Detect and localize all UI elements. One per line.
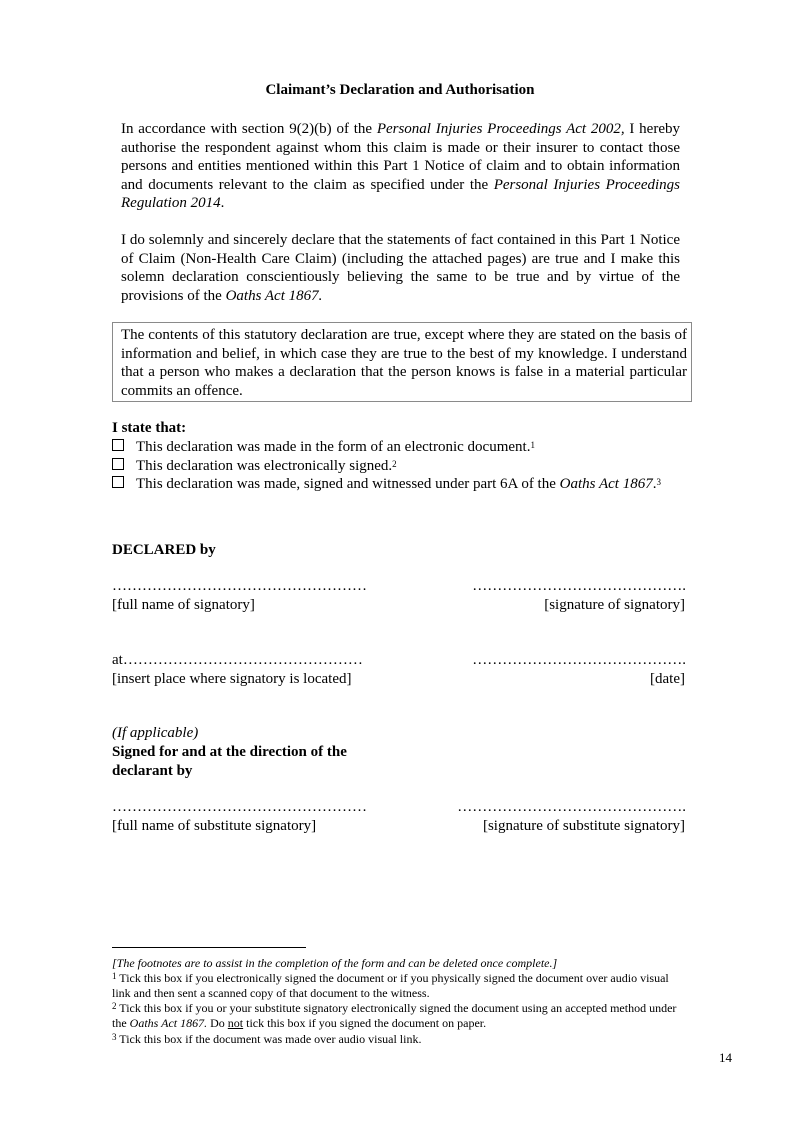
full-name-label: [full name of signatory] [112,597,255,613]
para1-text-2: I hereby authorise the respondent against whom this claim is made or their insurer to contact those persons and entities mentioned within this Part 1 Notice of claim and to obtain information and documents relevant to the claim as specified under the [121,121,680,193]
footnote-intro: [The footnotes are to assist in the completion of the form and can be deleted once complete.] [112,956,558,970]
substitute-full-name-line[interactable]: …………………………………………… [112,799,367,815]
para2-text-1: I do solemnly and sincerely declare that the statements of fact contained in this Part 1 Notice of Claim (Non-Health Care Claim) (including the attached pages) are true and I make this solemn declaration conscientiously believing the same to be true and by virtue of the provisions of the [121,232,680,304]
footnote-ref-3: 3 [656,477,661,487]
place-label: [insert place where signatory is located] [112,671,352,687]
signature-label: [signature of signatory] [544,597,685,613]
footnote-1: $^1$ Tick this box if you electronically signed the document or if you physically signed the document over audio visual link and then sent a scanned copy of that document to the witness. [112,971,669,1000]
page-number: 14 [719,1050,732,1065]
para2-act-name: Oaths Act 1867. [225,287,323,304]
checkbox-part-6a[interactable] [112,476,124,488]
para1-act-name: Personal Injuries Proceedings Act 2002, [376,121,625,137]
footnote-3: $^3$ Tick this box if the document was made over audio visual link. [112,1032,422,1046]
declared-by-heading: DECLARED by [112,542,216,558]
checkbox-row-part-6a [112,475,682,515]
substitute-signature-line[interactable]: ………………………………………. [457,799,686,815]
checkbox-row-electronically-signed [112,457,682,476]
footnote-2: $^2$ Tick this box if you or your substitute signatory electronically signed the document using an accepted method under the Oaths Act 1867. Do not tick this box if you signed the document on paper. [112,1001,677,1030]
date-line[interactable]: ……………………………………. [472,652,686,668]
authorisation-paragraph [121,120,680,213]
oaths-act-ref: Oaths Act 1867 [559,476,653,492]
para1-text-1: In accordance with section 9(2)(b) of the [121,121,377,137]
statutory-declaration-box [112,322,692,402]
state-heading: I state that: [112,420,187,436]
substitute-signature-label: [signature of substitute signatory] [482,818,685,834]
footnote-separator [112,947,306,948]
checkbox-electronically-signed[interactable] [112,458,124,470]
footnote-ref-1: 1 [530,440,535,450]
signed-for-heading-line2: declarant by [112,763,193,779]
checkbox-label: This declaration was electronically signed.$^2$ [136,458,397,474]
signed-for-heading-line1: Signed for and at the direction of the [112,744,347,760]
checkbox-label: This declaration was made in the form of an electronic document.$^1$ [136,439,535,455]
signature-line[interactable]: ……………………………………. [472,578,686,594]
place-line[interactable] [112,652,388,669]
para1-regulation-name: Personal Injuries Proceedings Regulation 2014 [121,176,680,211]
date-label: [date] [650,671,685,687]
substitute-full-name-label: [full name of substitute signatory] [112,818,317,834]
place-dots: ………………………………………… [122,652,363,668]
checkbox-electronic-document[interactable] [112,439,124,451]
declaration-paragraph [121,231,680,305]
checkbox-label: This declaration was made, signed and witnessed under part 6A of the Oaths Act 1867.$^3$ [136,476,661,492]
full-name-line[interactable]: …………………………………………… [112,578,367,594]
para1-text-3: . [220,195,225,211]
checkbox-row-electronic-document [112,438,682,457]
footnote-ref-2: 2 [392,459,397,469]
page-title: Claimant’s Declaration and Authorisation [265,82,535,98]
if-applicable-note: (If applicable) [112,725,199,741]
at-prefix: at [112,652,123,668]
statutory-declaration-text: The contents of this statutory declaration are true, except where they are stated on the basis of information and belief, in which case they are true to the best of my knowledge. I understand that a person who makes a declaration that the person knows is false in a material particular commits an offence. [121,327,687,399]
